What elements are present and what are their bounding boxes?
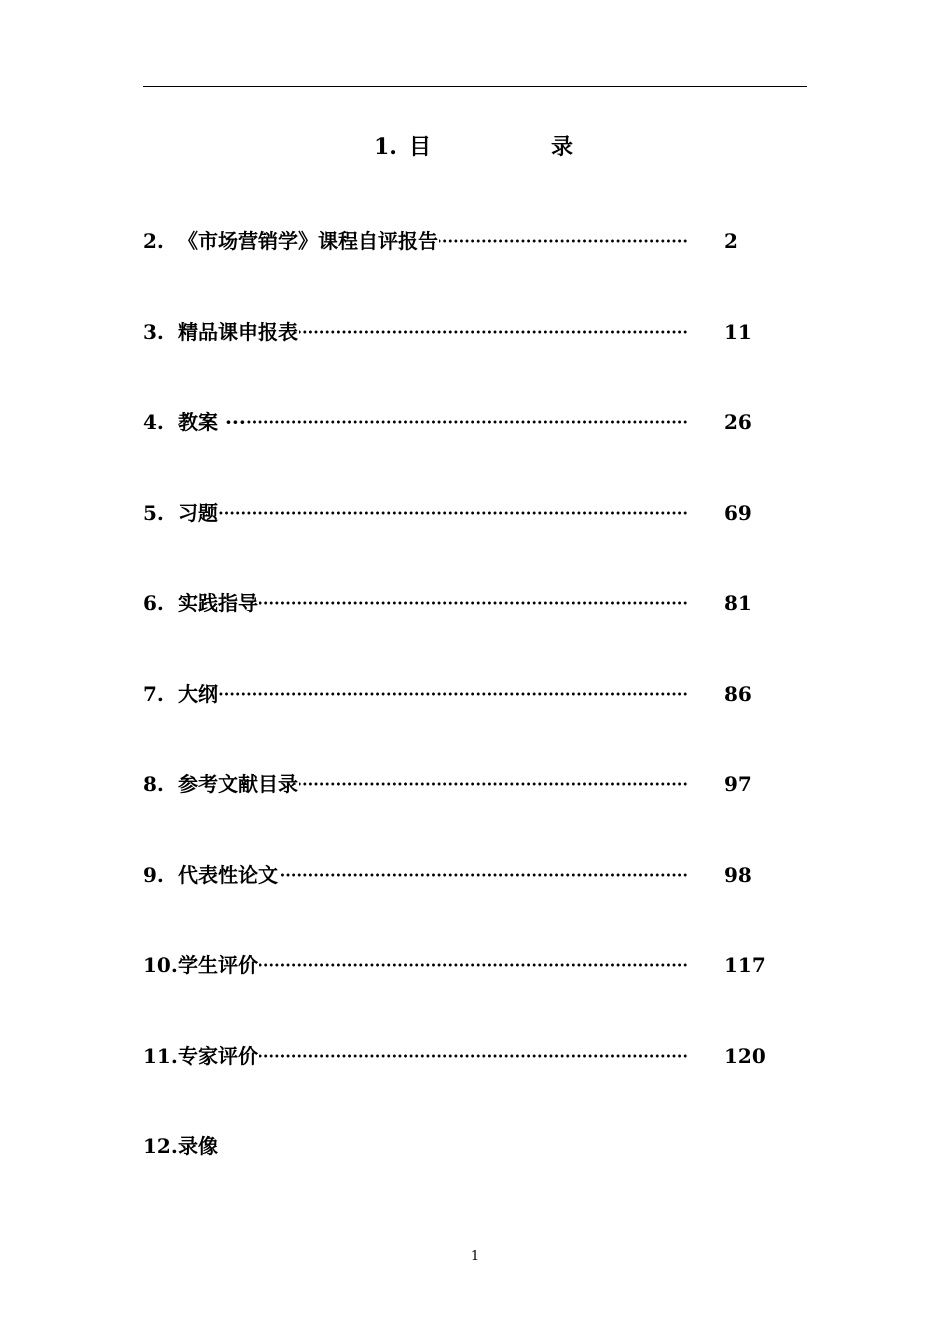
toc-entry[interactable] [143,589,763,617]
toc-entry[interactable] [143,861,763,889]
toc-entry-number: 7. [143,681,164,706]
toc-entry-title: 录像 [178,1134,218,1158]
toc-entry[interactable] [143,227,763,255]
toc-entry-title: 实践指导 [178,591,258,615]
toc-entry-number: 4. [143,410,164,434]
toc-dot-leader [219,511,688,515]
toc-dot-leader [299,782,688,786]
toc-entry-number: 2. [143,229,164,253]
toc-entry-number: 9. [143,862,164,887]
toc-entry[interactable] [143,1132,763,1160]
toc-entry[interactable] [143,770,763,798]
toc-dot-leader [247,420,688,424]
toc-entry-page-number: 120 [724,1043,766,1068]
toc-entry-title: 精品课申报表 [178,319,298,344]
toc-entry-page-number: 11 [724,319,752,344]
toc-entry-title: 《市场营销学》课程自评报告 [178,229,438,253]
toc-dot-leader [259,1054,688,1058]
toc-entry-page-number: 81 [724,591,752,615]
footer-page-number: 1 [470,1249,480,1264]
toc-entry-title: 大纲 [178,681,218,706]
toc-entry-title: 习题 [178,500,218,525]
toc-dot-leader [439,239,688,243]
toc-entry-number: 8. [143,772,164,796]
toc-dot-leader [219,692,688,696]
toc-entry-title: 教案 ··· [178,410,246,434]
toc-entry-title: 专家评价 [178,1043,258,1068]
title-char-1: 目 [409,134,432,160]
toc-entry-page-number: 69 [724,500,752,525]
toc-dot-leader [299,330,688,334]
title-char-2: 录 [551,134,574,160]
toc-dot-leader [279,873,688,877]
toc-entry-page-number: 2 [724,229,738,253]
toc-entry-title: 学生评价 [178,953,258,977]
toc-entry-page-number: 97 [724,772,752,796]
toc-entry-number: 6. [143,591,164,615]
toc-entry[interactable] [143,1042,766,1070]
toc-entry-page-number: 117 [724,953,766,977]
toc-entry-page-number: 86 [724,681,752,706]
toc-entry-number: 5. [143,500,164,525]
toc-entry-number: 12. [143,1134,178,1158]
toc-entry[interactable] [143,499,763,527]
toc-entry-page-number: 26 [724,410,752,434]
toc-entry[interactable] [143,680,763,708]
toc-entry-page-number: 98 [724,862,752,887]
title-number: 1. [374,134,397,160]
toc-entry-number: 10. [143,953,178,977]
header-rule [143,86,807,87]
toc-entry[interactable] [143,318,763,346]
toc-entry[interactable] [143,408,763,436]
toc-dot-leader [259,963,688,967]
toc-entry[interactable] [143,951,766,979]
toc-entry-number: 3. [143,319,164,344]
toc-entry-number: 11. [143,1043,178,1068]
toc-entry-title: 参考文献目录 [178,772,298,796]
toc-dot-leader [259,601,688,605]
toc-entry-title: 代表性论文 [178,862,278,887]
